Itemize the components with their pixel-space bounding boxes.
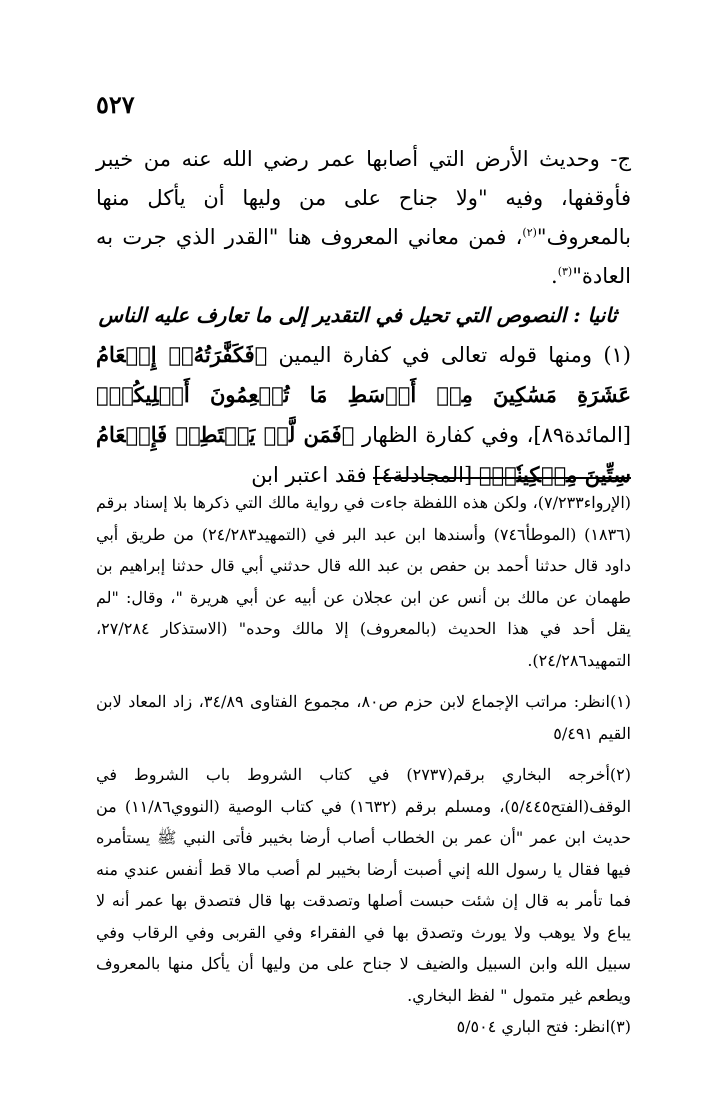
quran-verse-2: ﴿فَمَن لَّمۡ يَسۡتَطِعۡ فَإِطۡعَامُ سِتِّينَ مِسۡكِينٗاۚ﴾ (96, 422, 631, 487)
paragraph-1 (96, 335, 631, 495)
paragraph-c-end: . (551, 264, 558, 288)
quran-verse-1: ﴿فَكَفَّٰرَتُهُۥٓ إِطۡعَامُ عَشَرَةِ مَسَٰكِينَ مِنۡ أَوۡسَطِ مَا تُطۡعِمُونَ أَهۡلِيكُمۡ﴾ (96, 342, 631, 407)
footnote-ref-3[interactable]: (٣) (557, 265, 573, 278)
page-number: ٥٢٧ (96, 90, 135, 119)
section-heading: ثانيا : النصوص التي تحيل في التقدير إلى ما تعارف عليه الناس (98, 303, 617, 327)
footnote-2: (٢)أخرجه البخاري برقم(٢٧٣٧) في كتاب الشروط باب الشروط في الوقف(الفتح٥/٤٤٥)، ومسلم برقم (١٦٣٢) في كتاب الوصية (النووي١١/٨٦) من حديث ابن عمر "أن عمر بن الخطاب أصاب أرضا بخيبر فأتى النبي ﷺ يستأمره فيها فقال يا رسول الله إني أصبت أرضا بخيبر لم أصب مالا قط أنفس عندي منه فما تأمر به قال إن شئت حبست أصلها وتصدقت بها قال فتصدق بها عمر أنه لا يباع ولا يوهب ولا يورث وتصدق بها في الفقراء وفي القربى وفي الرقاب وفي سبيل الله وابن السبيل والضيف لا جناح على من وليها أن يأكل منها بالمعروف ويطعم غير متمول " لفظ البخاري. (96, 765, 632, 1005)
footnote-1: (١)انظر: مراتب الإجماع لابن حزم ص٨٠، مجموع الفتاوى ٣٤/٨٩، زاد المعاد لابن القيم ٥/٤٩١ (96, 692, 632, 743)
verse-2-reference: [المجادلة٤] فقد اعتبر ابن (251, 463, 473, 487)
footnotes (96, 487, 631, 1043)
paragraph-c-mid: ، فمن معاني المعروف هنا "القدر الذي جرت به العادة" (96, 225, 631, 288)
footnote-continuation: (الإرواء٧/٢٣٣)، ولكن هذه اللفظة جاءت في رواية مالك التي ذكرها بلا إسناد برقم (١٨٣٦) (الموطأ٧٤٦) وأسندها ابن عبد البر في (التمهيد٢٤/٢٨٣) من طريق أبي داود قال حدثنا أحمد بن حفص بن عبد الله قال حدثني أبي قال حدثنا إبراهيم بن طهمان عن مالك بن أنس عن ابن عجلان عن أبيه عن أبي هريرة "، وقال: "لم يقل أحد في هذا الحديث (بالمعروف) إلا مالك وحده" (الاستذكار ٢٧/٢٨٤، التمهيد٢٤/٢٨٦). (96, 493, 632, 670)
paragraph-1-intro: (١) ومنها قوله تعالى في كفارة اليمين (278, 343, 631, 367)
footnote-3: (٣)انظر: فتح الباري ٥/٥٠٤ (456, 1017, 631, 1036)
footnote-divider (373, 477, 631, 479)
paragraph-c (96, 140, 631, 296)
main-text (96, 140, 631, 495)
verse-1-reference: [المائدة٨٩]، وفي كفارة الظهار (362, 423, 631, 447)
footnote-ref-2[interactable]: (٢) (522, 226, 537, 239)
paragraph-c-text: ج- وحديث الأرض التي أصابها عمر رضي الله عنه من خيبر فأوقفها، وفيه "ولا جناح على من وليها أن يأكل منها بالمعروف" (96, 147, 631, 249)
